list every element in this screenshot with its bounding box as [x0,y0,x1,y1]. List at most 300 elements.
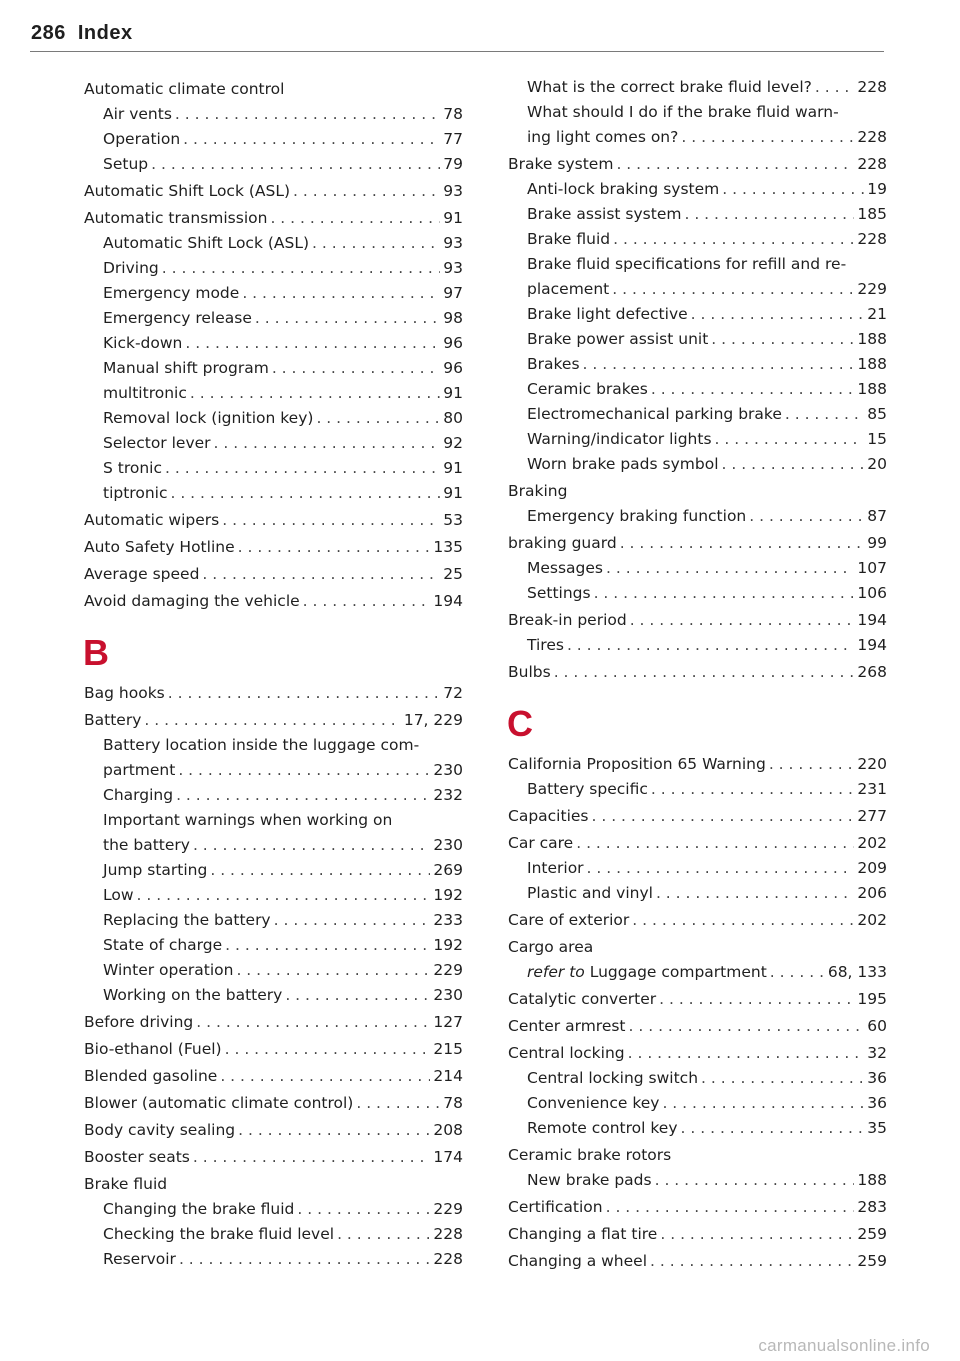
entry-text: Battery specific [527,780,648,798]
page-reference: 79 [443,155,463,173]
dot-leader [225,933,430,958]
index-subentry [508,427,887,452]
entry-label [527,202,681,227]
index-subentry [84,758,463,783]
entry-text: Brakes [527,355,580,373]
dot-leader [606,1195,855,1220]
entry-text: Average speed [84,565,200,583]
entry-label [103,833,190,858]
page-reference: 98 [443,309,463,327]
page-reference: 229 [433,1200,463,1218]
page-reference: 277 [857,807,887,825]
page-reference: 68, 133 [827,963,887,981]
index-subentry [508,581,887,606]
page-reference: 91 [443,459,463,477]
entry-text: Care of exterior [508,911,630,929]
entry-text: Car care [508,834,574,852]
entry-label [103,908,271,933]
page-reference: 97 [443,284,463,302]
entry-label [527,504,746,529]
index-subentry [84,381,463,406]
entry-label [527,556,603,581]
page-reference: 192 [433,936,463,954]
dot-leader [225,1037,431,1062]
page-reference: 17, 229 [403,711,463,729]
dot-leader [179,1247,430,1272]
entry-text: placement [527,280,610,298]
entry-label [84,562,199,587]
entry-text: Working on the battery [103,986,283,1004]
entry-label [508,1041,625,1066]
index-subentry [508,277,887,302]
entry-text: Messages [527,559,604,577]
entry-label [84,681,165,706]
dot-leader [650,1249,854,1274]
entry-text: Emergency braking function [527,507,747,525]
dot-leader [270,206,440,231]
dot-leader [620,531,865,556]
section-letter: C [507,703,533,744]
dot-leader [715,427,865,452]
page-reference: 78 [443,1094,463,1112]
dot-leader [711,327,854,352]
index-subentry [508,556,887,581]
page-reference: 206 [857,884,887,902]
page-reference: 91 [443,209,463,227]
entry-label [527,377,648,402]
index-entry [84,179,463,204]
entry-text: Automatic Shift Lock (ASL) [84,182,291,200]
entry-label [527,227,610,252]
page-reference: 230 [433,986,463,1004]
index-column-right [508,75,887,1274]
entry-text: the battery [103,836,190,854]
index-subentry [84,1197,463,1222]
entry-label [103,306,252,331]
entry-text: Convenience key [527,1094,660,1112]
page-reference: 53 [443,511,463,529]
index-subentry [508,1168,887,1193]
entry-text: Anti-lock braking system [527,180,720,198]
page-reference: 283 [857,1198,887,1216]
entry-label [527,427,712,452]
dot-leader [162,256,441,281]
dot-leader [659,987,854,1012]
index-subentry [508,302,887,327]
entry-label [103,883,134,908]
entry-label [103,1222,334,1247]
dot-leader [144,708,400,733]
entry-text: Selector lever [103,434,211,452]
dot-leader [681,1116,865,1141]
dot-leader [176,783,430,808]
dot-leader [165,456,440,481]
page-reference: 106 [857,584,887,602]
page-reference: 220 [857,755,887,773]
dot-leader [630,608,855,633]
index-heading: Automatic climate control [84,80,285,98]
entry-label [527,75,812,100]
index-entry [84,589,463,614]
index-subentry [84,983,463,1008]
dot-leader [170,481,440,506]
dot-leader [594,581,855,606]
page-reference: 268 [857,663,887,681]
page-reference: 202 [857,834,887,852]
page-header [31,22,133,45]
entry-label [527,960,767,985]
dot-leader [684,202,854,227]
entry-text: Changing a flat tire [508,1225,658,1243]
dot-leader [613,227,854,252]
entry-label [527,633,564,658]
entry-label [527,352,580,377]
page-reference: 93 [443,234,463,252]
entry-text: Reservoir [103,1250,176,1268]
entry-text: What is the correct brake fluid level? [527,78,812,96]
page-reference: 229 [857,280,887,298]
index-entry [508,608,887,633]
index-heading: Ceramic brake rotors [508,1146,672,1164]
entry-text: Body cavity sealing [84,1121,236,1139]
index-entry [84,1091,463,1116]
index-subentry [508,856,887,881]
dot-leader [691,302,865,327]
entry-text: Before driving [84,1013,194,1031]
dot-leader [242,281,440,306]
page-reference: 185 [857,205,887,223]
entry-text: Warning/indicator lights [527,430,712,448]
page-reference: 60 [867,1017,887,1035]
index-entry [508,1195,887,1220]
entry-text: Auto Safety Hotline [84,538,235,556]
dot-leader [272,356,440,381]
dot-leader [183,127,440,152]
entry-label [103,481,167,506]
entry-text: Catalytic converter [508,990,657,1008]
entry-text: tiptronic [103,484,168,502]
page-reference: 194 [433,592,463,610]
entry-text: Kick-down [103,334,183,352]
entry-text: Worn brake pads symbol [527,455,719,473]
entry-label [103,1197,294,1222]
dot-leader [629,1014,865,1039]
dot-leader [220,1064,430,1089]
dot-leader [190,381,440,406]
entry-label [508,608,627,633]
index-entry [508,1014,887,1039]
dot-leader [656,881,854,906]
dot-leader [185,331,440,356]
index-subentry [508,1091,887,1116]
page-reference: 20 [867,455,887,473]
dot-leader [274,908,431,933]
entry-label [103,783,173,808]
entry-label [508,908,629,933]
page-reference: 215 [433,1040,463,1058]
entry-text: Replacing the battery [103,911,271,929]
index-entry [84,508,463,533]
page-reference: 229 [433,961,463,979]
entry-label [84,179,290,204]
dot-leader [196,1010,430,1035]
index-entry [84,1037,463,1062]
index-subentry [84,281,463,306]
dot-leader [770,960,825,985]
page-title: Index [77,22,133,44]
entry-text: Bag hooks [84,684,165,702]
page-reference: 91 [443,384,463,402]
dot-leader [815,75,855,100]
page-reference: 188 [857,330,887,348]
entry-label [84,1145,190,1170]
entry-text: Automatic Shift Lock (ASL) [103,234,310,252]
page-reference: 194 [857,611,887,629]
entry-label [103,431,211,456]
index-subentry [508,75,887,100]
entry-text: Certification [508,1198,603,1216]
page-reference: 35 [867,1119,887,1137]
index-subentry [84,331,463,356]
entry-label [508,660,551,685]
index-subentry [508,777,887,802]
page-reference: 259 [857,1252,887,1270]
index-entry [84,535,463,560]
index-subentry [508,227,887,252]
entry-label [103,231,309,256]
page-reference: 19 [867,180,887,198]
page-reference: 233 [433,911,463,929]
entry-label [103,758,175,783]
index-subentry [508,177,887,202]
entry-text: Changing a wheel [508,1252,648,1270]
entry-text: Driving [103,259,159,277]
entry-label [103,983,282,1008]
entry-text: Electromechanical parking brake [527,405,782,423]
index-entry [84,562,463,587]
dot-leader [293,179,440,204]
entry-text: Checking the brake fluid level [103,1225,335,1243]
entry-label [508,831,573,856]
index-entry [508,908,887,933]
entry-label [103,152,148,177]
entry-text: Brake assist system [527,205,682,223]
index-subentry [84,306,463,331]
entry-text: Removal lock (ignition key) [103,409,314,427]
page-reference: 259 [857,1225,887,1243]
dot-leader [567,633,854,658]
index-subentry [84,356,463,381]
dot-leader [356,1091,440,1116]
entry-text: Brake power assist unit [527,330,709,348]
entry-text: State of charge [103,936,223,954]
index-subentry [508,1116,887,1141]
entry-text: Battery [84,711,142,729]
page-reference: 96 [443,359,463,377]
index-entry [84,1010,463,1035]
dot-leader [178,758,430,783]
entry-text: Bio-ethanol (Fuel) [84,1040,222,1058]
entry-text: Tires [527,636,564,654]
entry-label [527,581,591,606]
page-reference: 208 [433,1121,463,1139]
index-subentry: Brake fluid specifications for refill and re- [527,255,847,273]
entry-label [84,1010,193,1035]
index-subentry [84,152,463,177]
page-reference: 135 [433,538,463,556]
dot-leader [222,508,440,533]
index-entry [508,1249,887,1274]
entry-text: Brake light defective [527,305,688,323]
index-subentry [84,883,463,908]
dot-leader [651,377,855,402]
index-subentry [508,633,887,658]
entry-text: Blended gasoline [84,1067,218,1085]
dot-leader [337,1222,430,1247]
index-entry [508,804,887,829]
entry-text: Winter operation [103,961,234,979]
entry-text: Jump starting [103,861,208,879]
entry-label [527,856,584,881]
entry-label [103,406,313,431]
entry-text: Emergency release [103,309,252,327]
entry-label [527,881,653,906]
entry-label [527,327,708,352]
entry-label [84,1064,217,1089]
entry-label [103,256,159,281]
page-reference: 91 [443,484,463,502]
entry-label [103,127,180,152]
entry-text: Plastic and vinyl [527,884,653,902]
dot-leader [681,125,854,150]
index-entry [84,1145,463,1170]
entry-text: California Proposition 65 Warning [508,755,766,773]
entry-label [527,177,719,202]
index-subentry [84,431,463,456]
page-reference: 231 [857,780,887,798]
entry-label [103,102,172,127]
dot-leader [591,804,854,829]
entry-text: Automatic wipers [84,511,220,529]
entry-text: Changing the brake fluid [103,1200,295,1218]
entry-label [84,535,235,560]
page-reference: 93 [443,259,463,277]
entry-text: Manual shift program [103,359,269,377]
page-reference: 228 [433,1225,463,1243]
dot-leader [660,1222,854,1247]
page-reference: 228 [857,155,887,173]
index-subentry [508,402,887,427]
index-subentry [508,327,887,352]
page-reference: 188 [857,355,887,373]
dot-leader [297,1197,430,1222]
entry-text: Settings [527,584,591,602]
entry-text: ing light comes on? [527,128,679,146]
dot-leader [587,856,855,881]
entry-label [103,1247,176,1272]
index-subentry [84,1247,463,1272]
index-subentry [84,908,463,933]
dot-leader [238,1118,430,1143]
entry-text: Charging [103,786,174,804]
page-reference: 188 [857,1171,887,1189]
index-subentry [84,833,463,858]
entry-label [84,708,141,733]
index-heading: Brake fluid [84,1175,168,1193]
entry-label [527,1066,698,1091]
page-reference: 72 [443,684,463,702]
dot-leader [151,152,440,177]
dot-leader [701,1066,864,1091]
entry-label [527,402,782,427]
entry-text: multitronic [103,384,187,402]
entry-label [508,987,656,1012]
index-entry [84,206,463,231]
entry-text: Ceramic brakes [527,380,648,398]
page-reference: 188 [857,380,887,398]
entry-text: Center armrest [508,1017,626,1035]
dot-leader [168,681,441,706]
entry-text: Central locking [508,1044,625,1062]
entry-text: Brake system [508,155,614,173]
entry-label [103,356,269,381]
dot-leader [238,535,431,560]
dot-leader [583,352,855,377]
entry-text: Setup [103,155,149,173]
index-entry [508,831,887,856]
dot-leader [202,562,440,587]
index-subentry [84,406,463,431]
dot-leader [655,1168,855,1193]
page-reference: 228 [857,230,887,248]
dot-leader [749,504,864,529]
page-reference: 36 [867,1094,887,1112]
index-subentry [508,352,887,377]
index-subentry [84,933,463,958]
page-number: 286 [31,22,66,44]
dot-leader [554,660,855,685]
entry-label [527,1091,659,1116]
index-subentry [508,377,887,402]
dot-leader [193,1145,431,1170]
index-entry [508,1222,887,1247]
index-entry [508,987,887,1012]
entry-label [527,777,648,802]
entry-text: Operation [103,130,181,148]
entry-label [527,1116,678,1141]
dot-leader [210,858,430,883]
page-reference: 93 [443,182,463,200]
dot-leader [651,777,855,802]
page-reference: 209 [857,859,887,877]
entry-label [103,281,239,306]
index-subentry [84,231,463,256]
entry-label [527,125,678,150]
page-reference: 192 [433,886,463,904]
index-subentry [84,102,463,127]
entry-text: Luggage compartment [589,963,767,981]
dot-leader [576,831,854,856]
page-reference: 228 [857,78,887,96]
index-subentry [84,783,463,808]
entry-text: Interior [527,859,584,877]
entry-text: braking guard [508,534,617,552]
index-subentry [84,858,463,883]
index-entry [508,752,887,777]
index-heading: Cargo area [508,938,594,956]
entry-label [508,1195,603,1220]
entry-text: Booster seats [84,1148,190,1166]
